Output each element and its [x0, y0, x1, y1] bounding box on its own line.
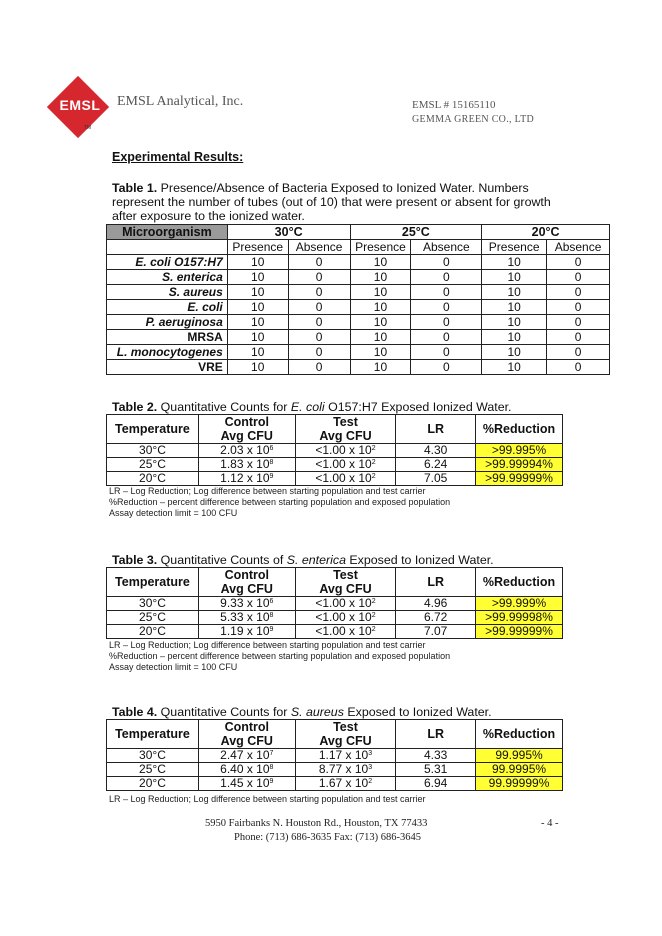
- test-mantissa: <1.00 x 10: [315, 443, 372, 457]
- section-heading: Experimental Results:: [112, 150, 244, 164]
- test-exponent: 2: [371, 612, 376, 619]
- col-absence: Absence: [547, 240, 610, 255]
- organism-name: S. enterica: [107, 270, 228, 285]
- control-exponent: 8: [269, 764, 274, 771]
- col-reduction: %Reduction: [476, 415, 563, 444]
- table2-label: Table 2.: [112, 400, 158, 414]
- col-absence: Absence: [411, 240, 482, 255]
- table4-caption-post: Exposed to Ionized Water.: [347, 705, 492, 719]
- control-cfu-cell: [198, 749, 295, 763]
- control-mantissa: 1.12 x 10: [220, 471, 270, 485]
- lr-cell: 4.30: [396, 444, 476, 458]
- table1-row: [107, 300, 610, 315]
- col-control-label: Control: [224, 415, 269, 429]
- table3-caption-pre: Quantitative Counts of: [160, 553, 284, 567]
- lr-cell: 4.96: [396, 597, 476, 611]
- table3-organism: S. enterica: [286, 553, 346, 567]
- col-reduction: %Reduction: [476, 720, 563, 749]
- absence-count: 0: [547, 255, 610, 270]
- col-test-label: Test: [333, 415, 358, 429]
- presence-count: 10: [350, 345, 411, 360]
- lr-cell: 4.33: [396, 749, 476, 763]
- test-cfu-cell: [295, 444, 396, 458]
- table3-caption: [112, 553, 494, 567]
- absence-count: 0: [411, 255, 482, 270]
- lr-cell: 6.94: [396, 777, 476, 791]
- temperature-cell: 30°C: [107, 444, 199, 458]
- qt-row: [107, 472, 563, 486]
- control-mantissa: 6.40 x 10: [220, 762, 270, 776]
- organism-name: MRSA: [107, 330, 228, 345]
- presence-count: 10: [482, 315, 547, 330]
- col-test-unit: Avg CFU: [319, 734, 372, 748]
- qt-row: [107, 458, 563, 472]
- col-lr: LR: [396, 415, 476, 444]
- col-control-unit: Avg CFU: [220, 582, 273, 596]
- control-mantissa: 9.33 x 10: [220, 596, 270, 610]
- table1-subheader-row: [107, 240, 610, 255]
- col-control: [198, 415, 295, 444]
- col-test-unit: Avg CFU: [319, 429, 372, 443]
- table1-row: [107, 360, 610, 375]
- note-lr: LR – Log Reduction; Log difference between starting population and test carrier: [109, 640, 426, 650]
- col-presence: Presence: [350, 240, 411, 255]
- temperature-cell: 30°C: [107, 597, 199, 611]
- test-mantissa: <1.00 x 10: [315, 471, 372, 485]
- emsl-logo-text: EMSL: [59, 97, 101, 113]
- temperature-cell: 25°C: [107, 458, 199, 472]
- lr-cell: 5.31: [396, 763, 476, 777]
- client-name: GEMMA GREEN CO., LTD: [412, 114, 535, 125]
- col-test-label: Test: [333, 720, 358, 734]
- qt-row: [107, 611, 563, 625]
- col-test-label: Test: [333, 568, 358, 582]
- presence-count: 10: [350, 300, 411, 315]
- qt-row: [107, 444, 563, 458]
- presence-count: 10: [227, 315, 288, 330]
- test-mantissa: <1.00 x 10: [315, 457, 372, 471]
- note-lr: LR – Log Reduction; Log difference between starting population and test carrier: [109, 794, 426, 804]
- note-lr: LR – Log Reduction; Log difference between starting population and test carrier: [109, 486, 426, 496]
- footer-address: 5950 Fairbanks N. Houston Rd., Houston, TX 77433: [205, 818, 428, 829]
- col-temp-25: 25°C: [350, 225, 482, 240]
- absence-count: 0: [288, 255, 350, 270]
- qt-row: [107, 777, 563, 791]
- qt-header-row: [107, 720, 563, 749]
- presence-count: 10: [482, 330, 547, 345]
- col-control-label: Control: [224, 720, 270, 734]
- test-cfu-cell: [295, 597, 396, 611]
- table1-row: [107, 285, 610, 300]
- test-mantissa: <1.00 x 10: [315, 624, 372, 638]
- absence-count: 0: [547, 360, 610, 375]
- control-exponent: 8: [269, 612, 274, 619]
- lr-cell: 7.05: [396, 472, 476, 486]
- absence-count: 0: [547, 300, 610, 315]
- organism-name: VRE: [107, 360, 228, 375]
- col-control: [198, 568, 295, 597]
- absence-count: 0: [288, 330, 350, 345]
- organism-name: E. coli O157:H7: [107, 255, 228, 270]
- col-test: [295, 415, 396, 444]
- control-exponent: 7: [269, 750, 274, 757]
- qt-header-row: [107, 415, 563, 444]
- table4-label: Table 4.: [112, 705, 158, 719]
- note-reduction: %Reduction – percent difference between starting population and exposed population: [109, 497, 451, 507]
- presence-count: 10: [350, 360, 411, 375]
- table3-label: Table 3.: [112, 553, 158, 567]
- test-exponent: 2: [371, 473, 376, 480]
- col-reduction: %Reduction: [476, 568, 563, 597]
- table4-caption: [112, 705, 492, 719]
- lr-cell: 6.24: [396, 458, 476, 472]
- lr-cell: 7.07: [396, 625, 476, 639]
- control-cfu-cell: [198, 458, 295, 472]
- reduction-cell: 99.99999%: [476, 777, 563, 791]
- test-exponent: 2: [371, 626, 376, 633]
- test-cfu-cell: [295, 472, 396, 486]
- temperature-cell: 20°C: [107, 472, 199, 486]
- reduction-cell: >99.995%: [476, 444, 563, 458]
- col-temperature: Temperature: [107, 415, 199, 444]
- control-cfu-cell: [198, 763, 295, 777]
- table1-caption-line2: represent the number of tubes (out of 10) that were present or absent for growth: [112, 195, 551, 209]
- absence-count: 0: [547, 315, 610, 330]
- absence-count: 0: [288, 360, 350, 375]
- control-cfu-cell: [198, 611, 295, 625]
- absence-count: 0: [288, 285, 350, 300]
- col-control-unit: Avg CFU: [220, 734, 273, 748]
- presence-count: 10: [482, 345, 547, 360]
- test-exponent: 2: [371, 459, 376, 466]
- control-exponent: 6: [269, 598, 274, 605]
- presence-absence-table: [106, 224, 610, 375]
- table1-label: Table 1.: [112, 181, 158, 195]
- presence-count: 10: [350, 270, 411, 285]
- table1-caption-line3: after exposure to the ionized water.: [112, 209, 305, 223]
- temperature-cell: 20°C: [107, 625, 199, 639]
- absence-count: 0: [547, 330, 610, 345]
- absence-count: 0: [411, 360, 482, 375]
- absence-count: 0: [411, 330, 482, 345]
- col-absence: Absence: [288, 240, 350, 255]
- col-test: [295, 568, 396, 597]
- presence-count: 10: [350, 315, 411, 330]
- absence-count: 0: [547, 285, 610, 300]
- table3-notes: [109, 640, 450, 673]
- company-name: EMSL Analytical, Inc.: [117, 94, 244, 109]
- note-limit: Assay detection limit = 100 CFU: [109, 508, 238, 518]
- control-exponent: 9: [269, 626, 274, 633]
- organism-name: L. monocytogenes: [107, 345, 228, 360]
- presence-count: 10: [227, 345, 288, 360]
- test-cfu-cell: [295, 611, 396, 625]
- col-temperature: Temperature: [107, 568, 199, 597]
- control-cfu-cell: [198, 597, 295, 611]
- table2-quantitative: [106, 414, 563, 486]
- presence-count: 10: [227, 285, 288, 300]
- absence-count: 0: [288, 315, 350, 330]
- presence-count: 10: [227, 255, 288, 270]
- reduction-cell: 99.9995%: [476, 763, 563, 777]
- test-exponent: 2: [371, 445, 376, 452]
- qt-header-row: [107, 568, 563, 597]
- table2-caption-pre: Quantitative Counts for: [160, 400, 288, 414]
- qt-row: [107, 749, 563, 763]
- col-temperature: Temperature: [107, 720, 199, 749]
- test-cfu-cell: [295, 777, 396, 791]
- page-number: - 4 -: [541, 818, 559, 829]
- control-exponent: 9: [269, 778, 274, 785]
- table3-quantitative: [106, 567, 563, 639]
- test-mantissa: <1.00 x 10: [315, 610, 372, 624]
- table4-caption-pre: Quantitative Counts for: [160, 705, 288, 719]
- absence-count: 0: [547, 345, 610, 360]
- presence-count: 10: [482, 300, 547, 315]
- organism-name: S. aureus: [107, 285, 228, 300]
- table1-caption-line1: Presence/Absence of Bacteria Exposed to Ionized Water. Numbers: [160, 181, 529, 195]
- col-test: [295, 720, 396, 749]
- reduction-cell: 99.995%: [476, 749, 563, 763]
- table2-caption: [112, 400, 512, 414]
- note-reduction: %Reduction – percent difference between starting population and exposed population: [109, 651, 451, 661]
- col-control-unit: Avg CFU: [220, 429, 273, 443]
- footer-phone: Phone: (713) 686-3635 Fax: (713) 686-3645: [234, 832, 421, 843]
- temperature-cell: 20°C: [107, 777, 199, 791]
- reduction-cell: >99.99994%: [476, 458, 563, 472]
- control-cfu-cell: [198, 777, 295, 791]
- test-mantissa: 1.17 x 10: [318, 748, 369, 762]
- test-cfu-cell: [295, 458, 396, 472]
- absence-count: 0: [547, 270, 610, 285]
- lr-cell: 6.72: [396, 611, 476, 625]
- table1-caption: [112, 181, 551, 223]
- blank-cell: [107, 240, 228, 255]
- test-exponent: 2: [368, 778, 373, 785]
- control-exponent: 9: [269, 473, 274, 480]
- table3-caption-post: Exposed to Ionized Water.: [349, 553, 494, 567]
- control-mantissa: 1.19 x 10: [220, 624, 270, 638]
- absence-count: 0: [288, 345, 350, 360]
- reduction-cell: >99.99999%: [476, 625, 563, 639]
- test-exponent: 3: [368, 764, 373, 771]
- col-lr: LR: [396, 568, 476, 597]
- table4-quantitative: [106, 719, 563, 791]
- test-mantissa: <1.00 x 10: [315, 596, 372, 610]
- reduction-cell: >99.99998%: [476, 611, 563, 625]
- table2-caption-post: O157:H7 Exposed Ionized Water.: [328, 400, 512, 414]
- table4-notes: [109, 794, 426, 805]
- col-control: [198, 720, 295, 749]
- table2-notes: [109, 486, 450, 519]
- presence-count: 10: [482, 270, 547, 285]
- presence-count: 10: [482, 285, 547, 300]
- absence-count: 0: [411, 270, 482, 285]
- absence-count: 0: [411, 345, 482, 360]
- table1-row: [107, 270, 610, 285]
- organism-name: P. aeruginosa: [107, 315, 228, 330]
- presence-count: 10: [350, 285, 411, 300]
- organism-name: E. coli: [107, 300, 228, 315]
- presence-count: 10: [227, 330, 288, 345]
- presence-count: 10: [227, 300, 288, 315]
- presence-count: 10: [350, 330, 411, 345]
- absence-count: 0: [411, 315, 482, 330]
- presence-count: 10: [227, 270, 288, 285]
- test-exponent: 3: [368, 750, 373, 757]
- qt-row: [107, 597, 563, 611]
- table1-row: [107, 345, 610, 360]
- absence-count: 0: [411, 285, 482, 300]
- note-limit: Assay detection limit = 100 CFU: [109, 662, 238, 672]
- control-mantissa: 1.45 x 10: [220, 776, 270, 790]
- control-mantissa: 2.03 x 10: [220, 443, 270, 457]
- temperature-cell: 25°C: [107, 763, 199, 777]
- absence-count: 0: [411, 300, 482, 315]
- logo-trademark: TM: [84, 125, 92, 131]
- control-cfu-cell: [198, 472, 295, 486]
- control-mantissa: 2.47 x 10: [220, 748, 270, 762]
- table2-organism: E. coli: [290, 400, 325, 414]
- absence-count: 0: [288, 300, 350, 315]
- test-mantissa: 8.77 x 10: [318, 762, 369, 776]
- col-microorganism: Microorganism: [107, 225, 228, 240]
- test-exponent: 2: [371, 598, 376, 605]
- control-cfu-cell: [198, 444, 295, 458]
- control-mantissa: 1.83 x 10: [220, 457, 270, 471]
- col-presence: Presence: [482, 240, 547, 255]
- temperature-cell: 25°C: [107, 611, 199, 625]
- control-cfu-cell: [198, 625, 295, 639]
- col-lr: LR: [396, 720, 476, 749]
- test-cfu-cell: [295, 763, 396, 777]
- reduction-cell: >99.99999%: [476, 472, 563, 486]
- table1-row: [107, 315, 610, 330]
- test-cfu-cell: [295, 625, 396, 639]
- presence-count: 10: [350, 255, 411, 270]
- col-temp-20: 20°C: [482, 225, 610, 240]
- emsl-number: EMSL # 15165110: [412, 99, 496, 111]
- col-test-unit: Avg CFU: [319, 582, 372, 596]
- control-mantissa: 5.33 x 10: [220, 610, 270, 624]
- absence-count: 0: [288, 270, 350, 285]
- table1-header-row: [107, 225, 610, 240]
- col-temp-30: 30°C: [227, 225, 350, 240]
- table4-organism: S. aureus: [290, 705, 344, 719]
- control-exponent: 6: [269, 445, 274, 452]
- table1-row: [107, 255, 610, 270]
- qt-row: [107, 625, 563, 639]
- temperature-cell: 30°C: [107, 749, 199, 763]
- col-control-label: Control: [224, 568, 269, 582]
- presence-count: 10: [482, 255, 547, 270]
- test-mantissa: 1.67 x 10: [318, 776, 369, 790]
- presence-count: 10: [482, 360, 547, 375]
- presence-count: 10: [227, 360, 288, 375]
- col-presence: Presence: [227, 240, 288, 255]
- qt-row: [107, 763, 563, 777]
- test-cfu-cell: [295, 749, 396, 763]
- control-exponent: 8: [269, 459, 274, 466]
- table1-row: [107, 330, 610, 345]
- reduction-cell: >99.999%: [476, 597, 563, 611]
